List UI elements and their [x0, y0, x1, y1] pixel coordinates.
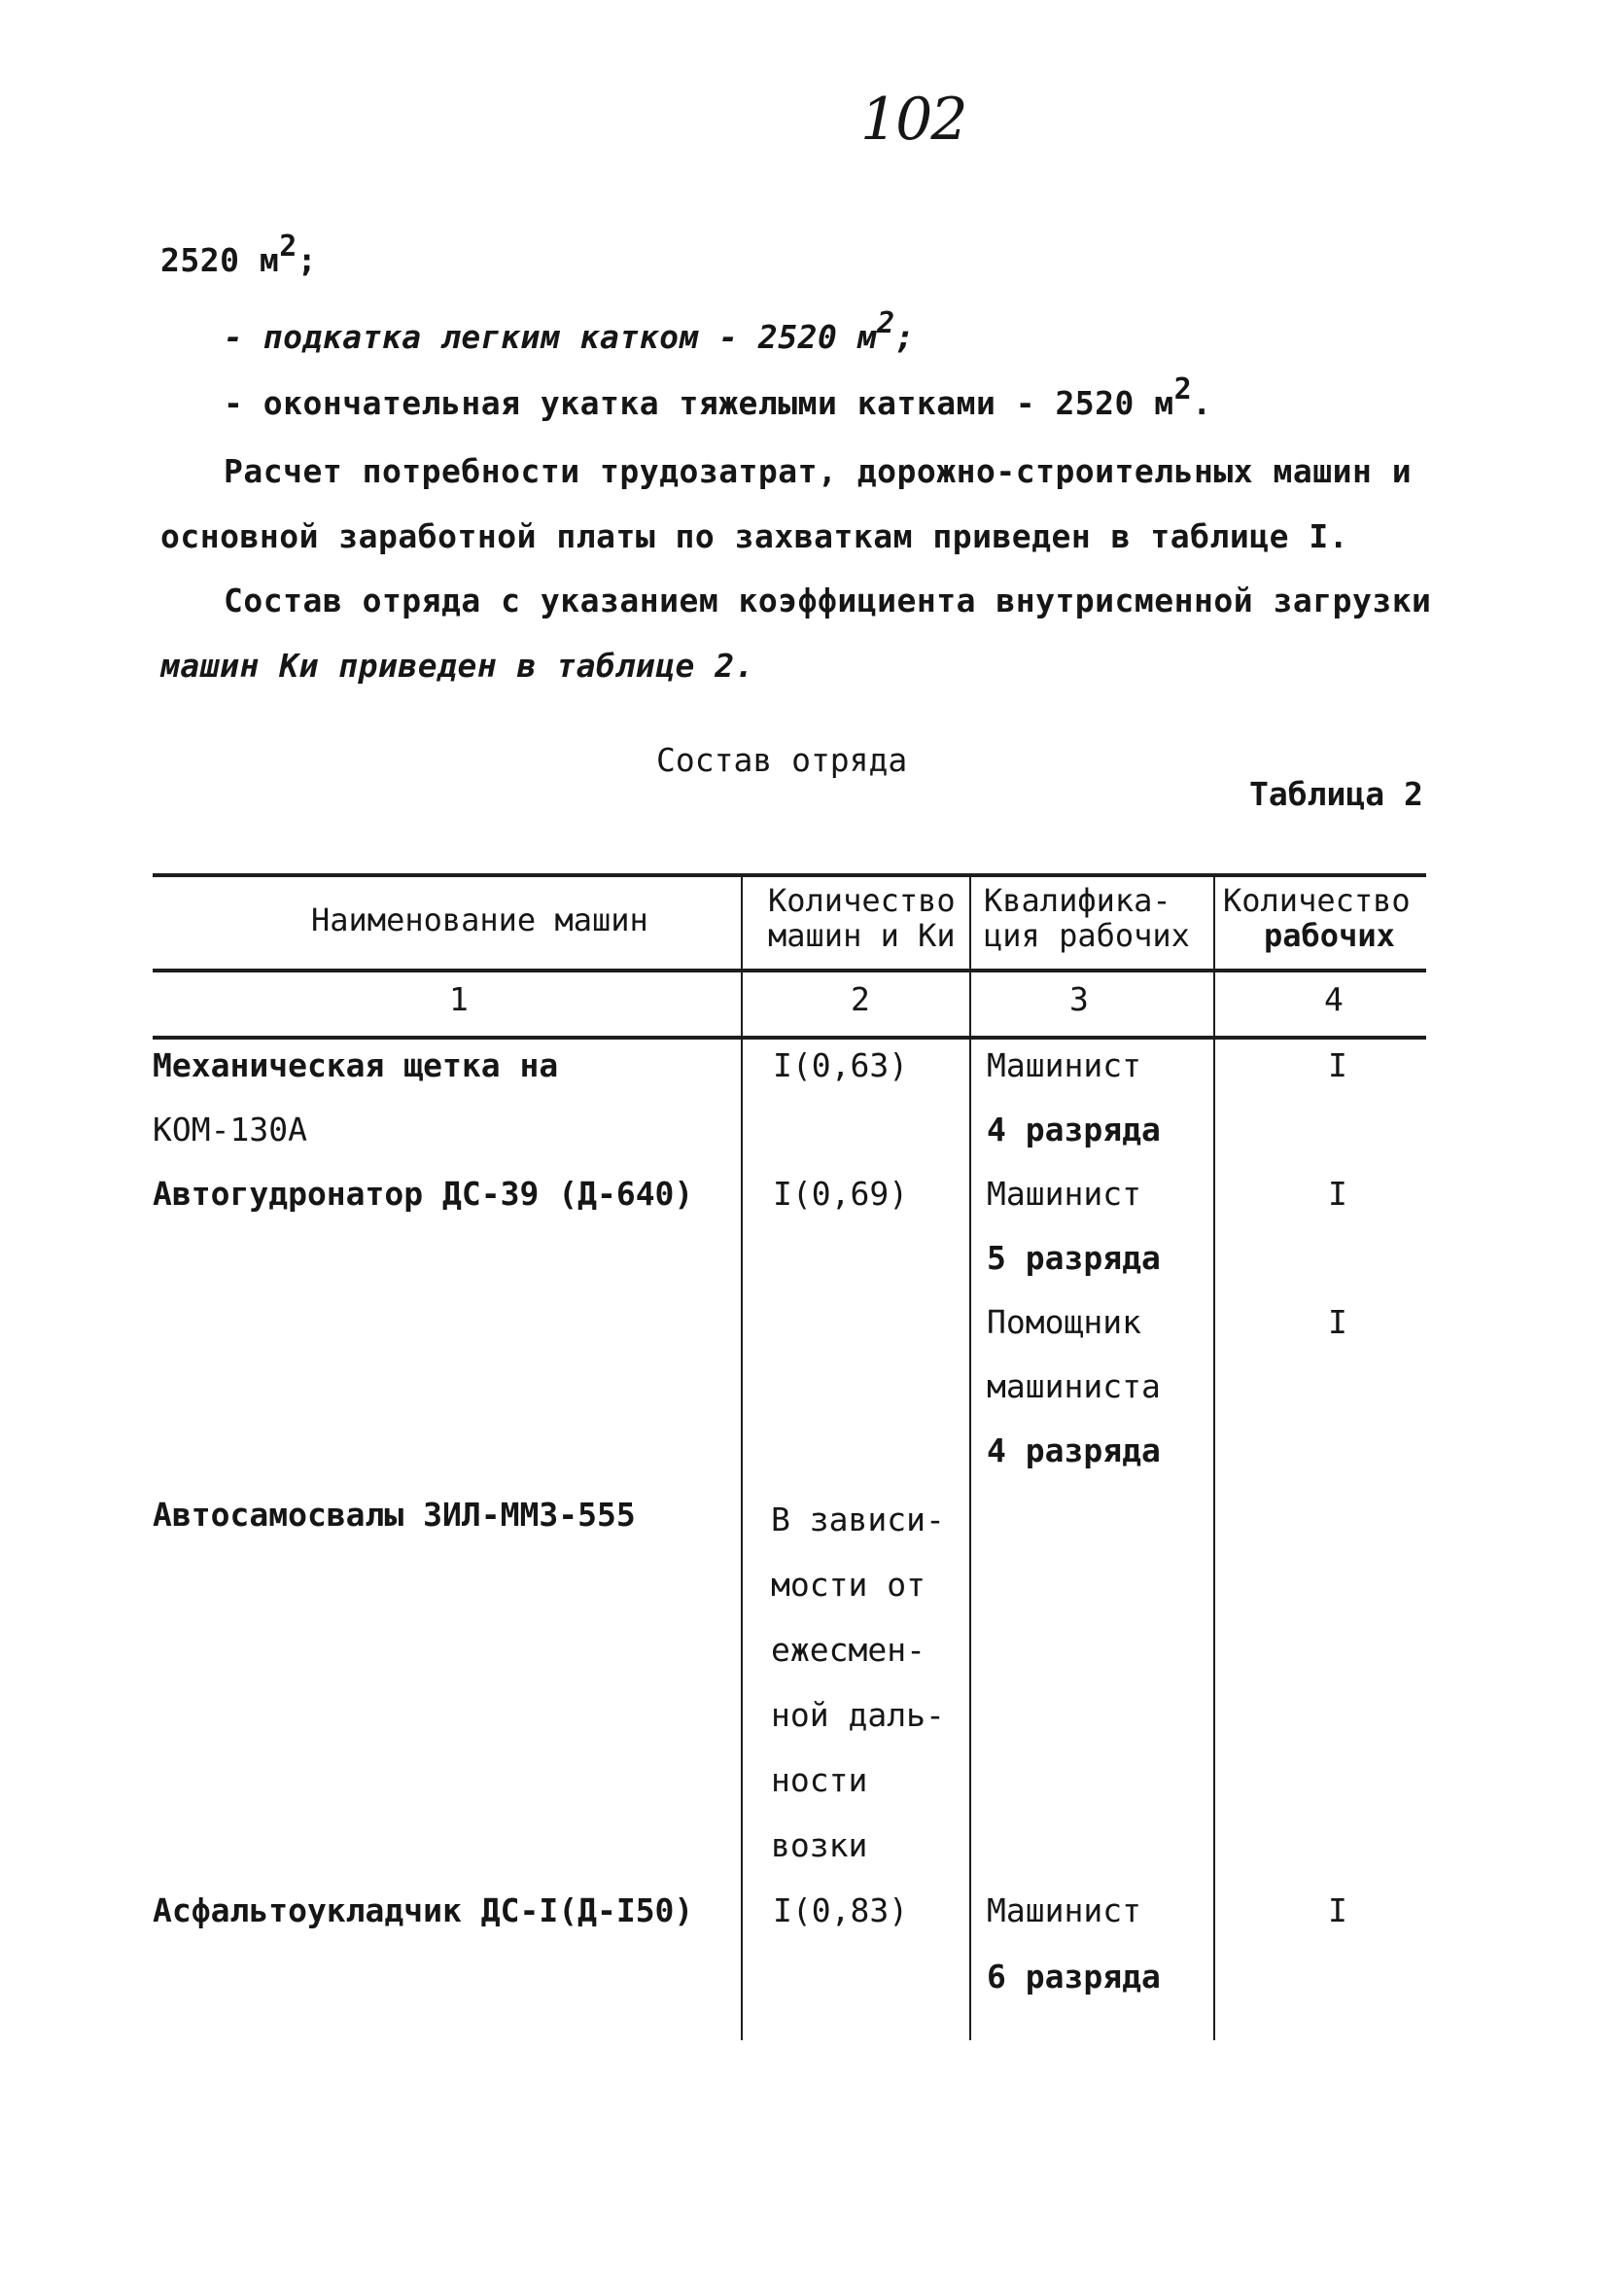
column-divider-2 [969, 873, 971, 2040]
column-number-1: 1 [449, 980, 469, 1018]
intro-line-2 [224, 306, 916, 356]
header-qualification-line-1: Квалифика- [984, 882, 1171, 919]
column-number-2: 2 [851, 980, 870, 1018]
intro-line-1 [160, 230, 318, 279]
punctuation: ; [894, 318, 916, 356]
punctuation: ; [297, 241, 318, 279]
paragraph-1-line-1: Расчет потребности трудозатрат, дорожно-строительных машин и [224, 452, 1413, 490]
table-caption: Состав отряда [656, 741, 908, 779]
column-number-4: 4 [1324, 980, 1344, 1018]
superscript: 2 [877, 306, 895, 340]
row-1-qualification-line-1: Машинист [987, 1046, 1141, 1084]
header-bottom-rule [153, 969, 1426, 972]
header-machine-name: Наименование машин [311, 901, 648, 938]
row-3-quantity-line-1: В зависи- [771, 1501, 945, 1538]
header-workers-line-1: Количество [1223, 882, 1411, 919]
intro-line-3-text: - окончательная укатка тяжелыми катками - 2520 м [224, 384, 1174, 422]
header-quantity-line-1: Количество [768, 882, 956, 919]
row-2-qualification-line-1: Машинист [987, 1175, 1141, 1213]
row-4-qualification-line-2: 6 разряда [987, 1958, 1161, 1996]
paragraph-2-line-1: Состав отряда с указанием коэффициента внутрисменной загрузки [224, 582, 1432, 619]
header-workers-line-2: рабочих [1264, 917, 1395, 954]
row-2-quantity: I(0,69) [773, 1175, 909, 1213]
column-number-3: 3 [1069, 980, 1089, 1018]
row-2-workers-2: I [1328, 1303, 1347, 1341]
table-label: Таблица 2 [1249, 775, 1423, 813]
superscript: 2 [1173, 372, 1193, 406]
row-2-qualification-line-3: Помощник [987, 1303, 1141, 1341]
punctuation: . [1192, 384, 1212, 422]
row-3-quantity-line-2: мости от [771, 1566, 926, 1604]
row-3-quantity-line-6: возки [771, 1826, 868, 1864]
row-1-machine-line-2: КОМ-130А [153, 1111, 307, 1148]
intro-line-1-text: 2520 м [160, 241, 280, 279]
column-divider-3 [1213, 873, 1215, 2040]
row-3-machine: Автосамосвалы ЗИЛ-ММЗ-555 [153, 1496, 636, 1534]
table-top-rule [153, 873, 1426, 877]
header-qualification-line-2: ция рабочих [984, 917, 1190, 954]
row-3-quantity-line-3: ежесмен- [771, 1631, 926, 1669]
row-1-workers: I [1328, 1046, 1347, 1084]
intro-line-3 [224, 372, 1212, 422]
row-4-quantity: I(0,83) [773, 1891, 909, 1929]
row-3-quantity-line-5: ности [771, 1761, 868, 1799]
column-divider-1 [741, 873, 743, 2040]
row-1-quantity: I(0,63) [773, 1046, 909, 1084]
header-quantity-line-2: машин и Ки [768, 917, 956, 954]
row-4-workers: I [1328, 1891, 1347, 1929]
superscript: 2 [279, 230, 297, 264]
row-2-qualification-line-5: 4 разряда [987, 1431, 1161, 1469]
row-2-workers-1: I [1328, 1175, 1347, 1213]
paragraph-1-line-2: основной заработной платы по захваткам приведен в таблице I. [160, 517, 1349, 555]
row-4-machine: Асфальтоукладчик ДС-I(Д-I50) [153, 1891, 694, 1929]
row-1-qualification-line-2: 4 разряда [987, 1111, 1161, 1148]
row-4-qualification-line-1: Машинист [987, 1891, 1141, 1929]
row-1-machine-line-1: Механическая щетка на [153, 1046, 559, 1084]
paragraph-2-line-2: машин Ки приведен в таблице 2. [160, 647, 755, 685]
page-number: 102 [860, 86, 966, 154]
row-2-machine: Автогудронатор ДС-39 (Д-640) [153, 1175, 694, 1213]
row-2-qualification-line-2: 5 разряда [987, 1239, 1161, 1277]
row-2-qualification-line-4: машиниста [987, 1367, 1161, 1405]
intro-line-2-text: - подкатка легким катком - 2520 м [224, 318, 878, 356]
row-3-quantity-line-4: ной даль- [771, 1696, 945, 1734]
